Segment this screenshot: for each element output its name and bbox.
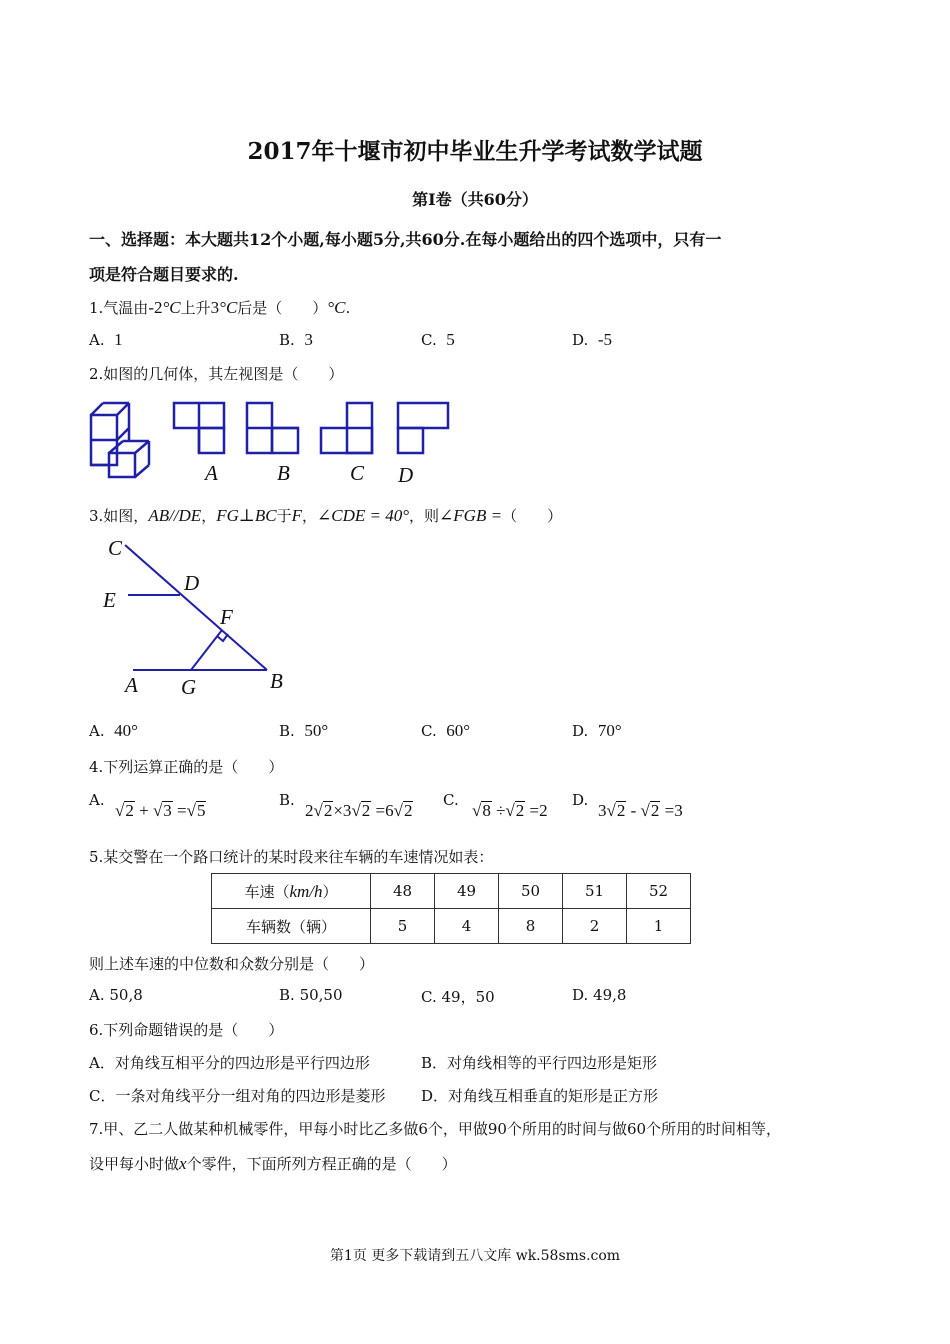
question-6-option-b: B．对角线相等的平行四边形是矩形 [421, 1054, 658, 1072]
question-2-figure [85, 395, 465, 490]
option-b-view [247, 403, 298, 453]
question-6-option-a: A．对角线互相平分的四边形是平行四边形 [89, 1054, 370, 1072]
section-heading-line1: 一、选择题：本大题共12个小题,每小题5分,共60分.在每小题给出的四个选项中，只有一 [89, 230, 722, 249]
section-subtitle: 第Ⅰ卷（共60分） [412, 190, 538, 209]
point-label-g: G [181, 675, 197, 699]
option-a-view [174, 403, 224, 453]
page-title: 2017年十堰市初中毕业生升学考试数学试题 [247, 138, 703, 165]
view-label-c: C [350, 461, 365, 485]
option-d-view [398, 403, 448, 453]
question-4-option-a-label: A. [89, 791, 105, 809]
question-5-follow: 则上述车速的中位数和众数分别是（ ） [89, 955, 375, 973]
question-3-option-a: A. 40° [89, 721, 138, 740]
question-4-stem: 4.下列运算正确的是（ ） [89, 758, 284, 776]
question-3-option-d: D. 70° [572, 721, 622, 740]
question-5-option-c: C. 49，50 [421, 988, 495, 1006]
question-4-option-d-label: D. [572, 791, 589, 809]
table-cell: 8 [499, 909, 563, 944]
question-4-option-c-expr: √8 ÷√2 =2 [472, 801, 548, 820]
question-1-option-d: D. -5 [572, 330, 612, 349]
point-label-a: A [125, 673, 138, 697]
question-5-stem: 5.某交警在一个路口统计的某时段来往车辆的车速情况如表： [89, 848, 494, 866]
question-2-stem: 2.如图的几何体，其左视图是（ ） [89, 365, 344, 383]
table-row [212, 909, 691, 944]
table-cell: 5 [371, 909, 435, 944]
question-3-stem: 3.如图，AB//DE，FG⊥BC于F，∠CDE = 40°，则∠FGB =（ ） [89, 506, 563, 525]
question-4-option-b-expr: 2√2×3√2 =6√2 [305, 801, 413, 820]
question-1-option-c: C. 5 [421, 330, 455, 349]
question-5-option-a: A. 50,8 [89, 986, 143, 1004]
table-cell: 2 [563, 909, 627, 944]
question-6-option-c: C．一条对角线平分一组对角的四边形是菱形 [89, 1087, 386, 1105]
question-4-option-d-expr: 3√2 - √2 =3 [598, 801, 683, 820]
question-1-option-b: B. 3 [279, 330, 313, 349]
page-footer: 第1页 更多下载请到五八文库 wk.58sms.com [329, 1248, 621, 1264]
table-row [212, 874, 691, 909]
point-label-e: E [103, 588, 116, 612]
table-cell: 4 [435, 909, 499, 944]
question-5-option-b: B. 50,50 [279, 986, 343, 1004]
table-cell: 52 [627, 874, 691, 909]
speed-table [211, 873, 691, 944]
table-cell: 1 [627, 909, 691, 944]
question-3-figure [95, 530, 305, 700]
table-cell: 48 [371, 874, 435, 909]
question-3-option-b: B. 50° [279, 721, 329, 740]
table-header-speed: 车速（km/h） [212, 874, 371, 909]
table-cell: 50 [499, 874, 563, 909]
question-4-option-a-expr: √2 + √3 =√5 [115, 801, 206, 820]
point-label-d: D [184, 571, 200, 595]
question-1-option-a: A. 1 [89, 330, 123, 349]
view-label-d: D [398, 463, 414, 487]
question-4-option-b-label: B. [279, 791, 295, 809]
table-header-count: 车辆数（辆） [212, 909, 371, 944]
point-label-c: C [108, 536, 123, 560]
question-1-stem: 1.气温由-2°C上升3°C后是（ ）°C. [89, 298, 351, 317]
view-label-b: B [277, 461, 290, 485]
point-label-b: B [270, 669, 283, 693]
question-5-option-d: D. 49,8 [572, 986, 627, 1004]
section-heading-line2: 项是符合题目要求的. [89, 265, 239, 284]
question-6-stem: 6.下列命题错误的是（ ） [89, 1021, 284, 1039]
question-7-line1: 7.甲、乙二人做某种机械零件，甲每小时比乙多做6个，甲做90个所用的时间与做60个所用的时间相等， [89, 1120, 782, 1138]
table-cell: 49 [435, 874, 499, 909]
table-cell: 51 [563, 874, 627, 909]
question-6-option-d: D．对角线互相垂直的矩形是正方形 [421, 1087, 659, 1105]
question-3-option-c: C. 60° [421, 721, 471, 740]
line-cb [125, 545, 267, 670]
option-c-view [321, 403, 372, 453]
point-label-f: F [220, 605, 233, 629]
question-4-option-c-label: C. [443, 791, 459, 809]
solid-figure [91, 403, 149, 477]
view-label-a: A [205, 461, 218, 485]
question-7-line2: 设甲每小时做x个零件，下面所列方程正确的是（ ） [89, 1154, 457, 1173]
